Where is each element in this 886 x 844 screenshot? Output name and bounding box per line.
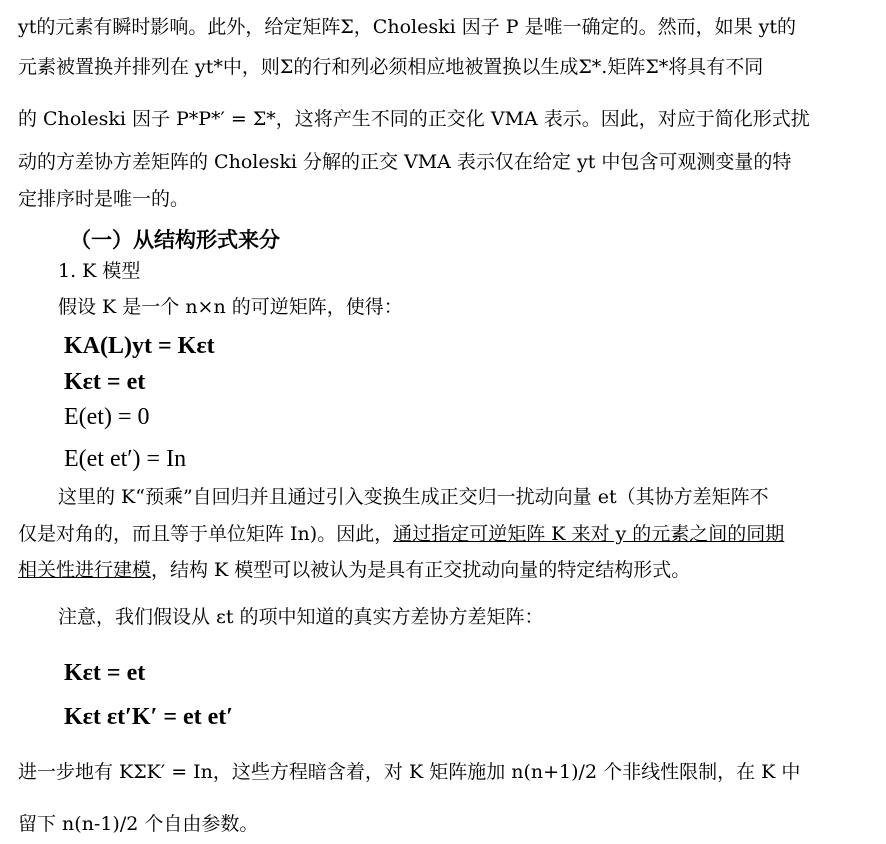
paragraph-line: 元素被置换并排列在 yt*中，则Σ的行和列必须相应地被置换以生成Σ*.矩阵Σ*将具有不同 [18,56,764,78]
subsection-heading: 1. K 模型 [58,260,141,282]
paragraph-line: 的 Choleski 因子 P*P*′ = Σ*，这将产生不同的正交化 VMA 表示。因此，对应于简化形式扰 [18,108,810,130]
equation-1: KA(L)yt = Kεt [64,333,215,359]
underlined-text: 相关性进行建模 [18,559,152,581]
equation-2: Kεt = et [64,369,146,395]
section-heading: （一）从结构形式来分 [70,227,280,252]
intro-text: 假设 K 是一个 n×n 的可逆矩阵，使得： [58,296,403,318]
paragraph-line [18,561,690,580]
text-segment: ，结构 K 模型可以被认为是具有正交扰动向量的特定结构形式。 [151,559,691,581]
paragraph-line: 留下 n(n-1)/2 个自由参数。 [18,813,259,835]
paragraph-line: 定排序时是唯一的。 [18,188,190,210]
paragraph-line: 这里的 K“预乘”自回归并且通过引入变换生成正交归一扰动向量 et（其协方差矩阵不 [58,486,769,508]
paragraph-line: 进一步地有 KΣK′ = In，这些方程暗含着，对 K 矩阵施加 n(n+1)/2 个非线性限制，在 K 中 [18,761,801,783]
paragraph-line: yt的元素有瞬时影响。此外，给定矩阵Σ，Choleski 因子 P 是唯一确定的。然而，如果 yt的 [18,16,796,38]
paragraph-line: 注意，我们假设从 εt 的项中知道的真实方差协方差矩阵： [58,606,544,628]
text-segment: 仅是对角的，而且等于单位矩阵 In)。因此， [18,523,394,545]
paragraph-line [18,525,784,544]
paragraph-line: 动的方差协方差矩阵的 Choleski 分解的正交 VMA 表示仅在给定 yt 中包含可观测变量的特 [18,151,792,173]
equation-5: Kεt = et [64,660,146,686]
equation-4: E(et et′) = In [64,446,187,472]
equation-6: Kεt εt′K′ = et et′ [64,704,234,730]
underlined-text: 通过指定可逆矩阵 K 来对 y 的元素之间的同期 [393,523,785,545]
equation-3: E(et) = 0 [64,404,150,430]
